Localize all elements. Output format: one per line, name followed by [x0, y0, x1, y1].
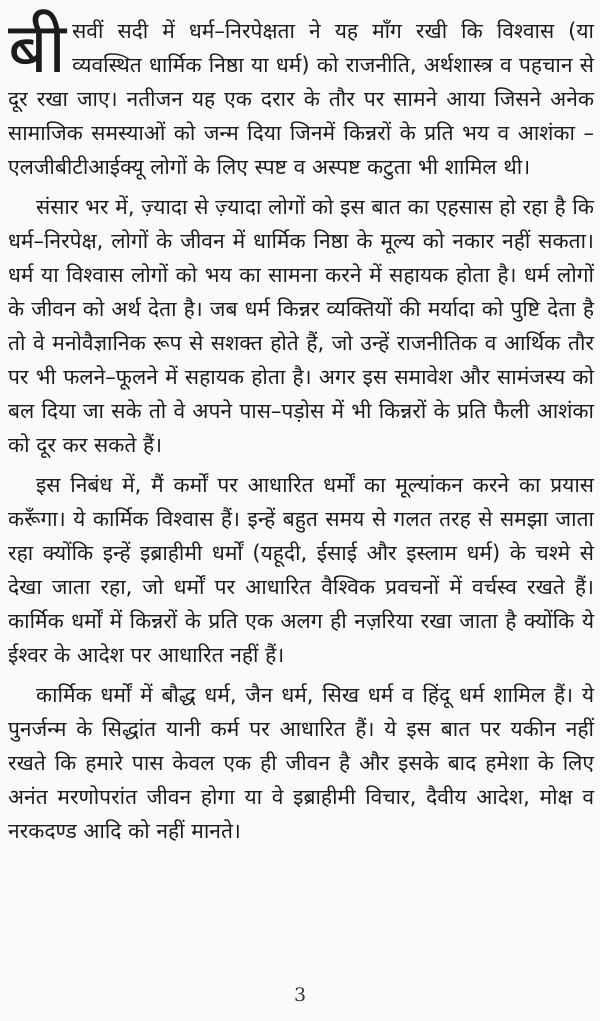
- paragraph-1: [8, 7, 594, 184]
- body-text: [8, 7, 594, 848]
- drop-cap: बी: [8, 7, 67, 89]
- paragraph-2: संसार भर में, ज़्यादा से ज़्यादा लोगों को इस बात का एहसास हो रहा है कि धर्म–निरपेक्ष, लोगों के जीवन में धार्मिक निष्ठा के मूल्य को नकार नहीं सकता। धर्म या विश्वास लोगों को भय का सामना करने में सहायक होता है। धर्म लोगों के जीवन को अर्थ देता है। जब धर्म किन्नर व्यक्तियों की मर्यादा को पुष्टि देता है तो वे मनोवैज्ञानिक रूप से सशक्त होते हैं, जो उन्हें राजनीतिक व आर्थिक तौर पर भी फलने–फूलने में सहायक होता है। अगर इस समावेश और सामंजस्य को बल दिया जा सके तो वे अपने पास–पड़ोस में भी किन्नरों के प्रति फैली आशंका को दूर कर सकते हैं।: [8, 195, 594, 457]
- paragraph-1-text: सवीं सदी में धर्म–निरपेक्षता ने यह माँग रखी कि विश्वास (या व्यवस्थित धार्मिक निष्ठा या धर्म) को राजनीति, अर्थशास्त्र व पहचान से दूर रखा जाए। नतीजन यह एक दरार के तौर पर सामने आया जिसने अनेक सामाजिक समस्याओं को जन्म दिया जिनमें किन्नरों के प्रति भय व आशंका – एलजीबीटीआईक्यू लोगों के लिए स्पष्ट व अस्पष्ट कटुता भी शामिल थी।: [8, 19, 594, 179]
- page-number: 3: [293, 984, 307, 1006]
- paragraph-3: इस निबंध में, मैं कर्मों पर आधारित धर्मों का मूल्यांकन करने का प्रयास करूँगा। ये कार्मिक विश्वास हैं। इन्हें बहुत समय से गलत तरह से समझा जाता रहा क्योंकि इन्हें इब्राहीमी धर्मों (यहूदी, ईसाई और इस्लाम धर्म) के चश्मे से देखा जाता रहा, जो धर्मों पर आधारित वैश्विक प्रवचनों में वर्चस्व रखते हैं। कार्मिक धर्मों में किन्नरों के प्रति एक अलग ही नज़रिया रखा जाता है क्योंकि ये ईश्वर के आदेश पर आधारित नहीं हैं।: [8, 473, 594, 667]
- paragraph-4: कार्मिक धर्मों में बौद्ध धर्म, जैन धर्म, सिख धर्म व हिंदू धर्म शामिल हैं। ये पुनर्जन्म के सिद्धांत यानी कर्म पर आधारित हैं। ये इस बात पर यकीन नहीं रखते कि हमारे पास केवल एक ही जीवन है और इसके बाद हमेशा के लिए अनंत मरणोपरांत जीवन होगा या वे इब्राहीमी विचार, दैवीय आदेश, मोक्ष व नरकदण्ड आदि को नहीं मानते।: [8, 683, 594, 843]
